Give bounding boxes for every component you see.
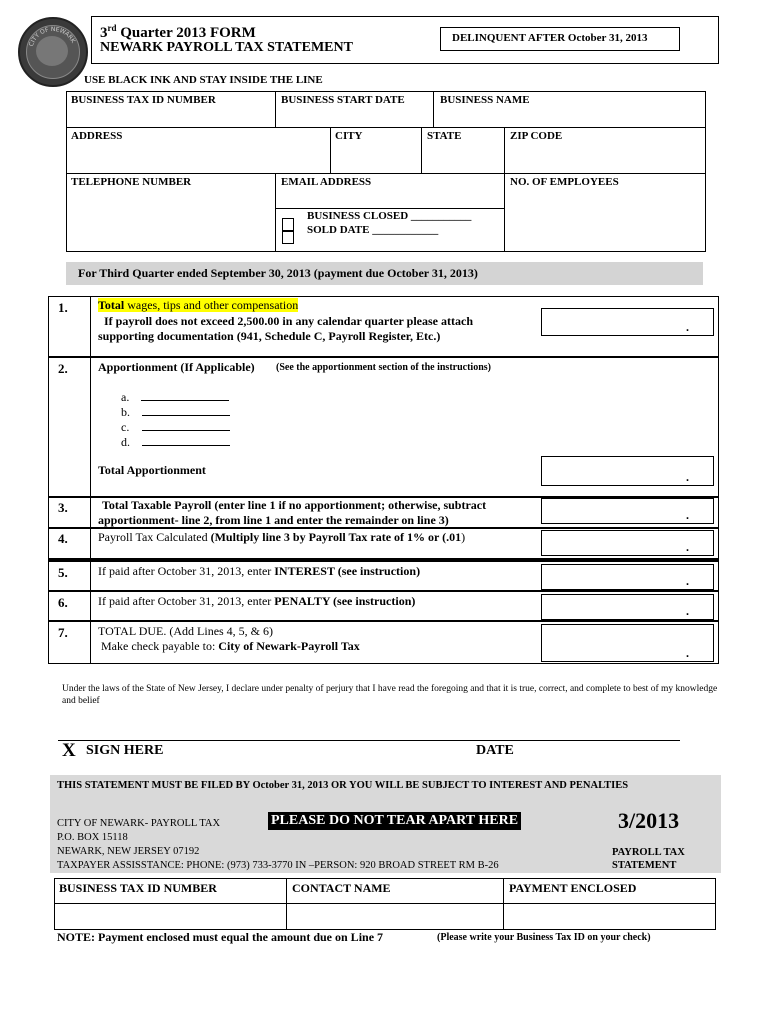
check-note: (Please write your Business Tax ID on your check) [437, 932, 651, 943]
payroll-tax-label: PAYROLL TAX [612, 847, 685, 858]
telephone-label: TELEPHONE NUMBER [71, 176, 192, 188]
line-4-number: 4. [58, 531, 68, 546]
line-6-text: If paid after October 31, 2013, enter PENALTY (see instruction) [98, 594, 416, 608]
email-label: EMAIL ADDRESS [281, 176, 372, 188]
statement-label: STATEMENT [612, 860, 677, 871]
line-2-number: 2. [58, 361, 68, 376]
date-label: DATE [476, 743, 514, 758]
filing-warning: THIS STATEMENT MUST BE FILED BY October 31, 2013 OR YOU WILL BE SUBJECT TO INTEREST AND PENALTIES [57, 780, 629, 791]
apportionment-c: c. [121, 420, 230, 435]
address-label: ADDRESS [71, 130, 123, 142]
coupon-payment-field[interactable] [504, 904, 715, 929]
line-7-text-a: TOTAL DUE. (Add Lines 4, 5, & 6) [98, 624, 274, 638]
line-3-text-a: Total Taxable Payroll (enter line 1 if no apportionment; otherwise, subtract [102, 498, 487, 512]
line-5-text: If paid after October 31, 2013, enter INTEREST (see instruction) [98, 564, 421, 578]
coupon-address-3: NEWARK, NEW JERSEY 07192 [57, 846, 200, 857]
zip-label: ZIP CODE [510, 130, 563, 142]
line-1-note-a: If payroll does not exceed 2,500.00 in any calendar quarter please attach [104, 314, 473, 328]
ink-instruction: USE BLACK INK AND STAY INSIDE THE LINE [84, 74, 323, 86]
line-4-text: Payroll Tax Calculated (Multiply line 3 by Payroll Tax rate of 1% or (.01) [98, 530, 466, 544]
seal-lettering [20, 19, 86, 85]
apportionment-d: d. [121, 435, 230, 450]
sign-here-label: SIGN HERE [86, 743, 164, 758]
coupon-tax-id-field[interactable] [55, 904, 285, 929]
svg-text:CITY OF NEWARK [28, 26, 77, 47]
employees-label: NO. OF EMPLOYEES [510, 176, 619, 188]
total-apportionment-label: Total Apportionment [98, 463, 206, 477]
business-name-label: BUSINESS NAME [440, 94, 530, 106]
line-3-amount-field[interactable]: . [541, 498, 714, 524]
sold-date-checkbox[interactable] [282, 231, 294, 244]
state-label: STATE [427, 130, 462, 142]
city-label: CITY [335, 130, 363, 142]
line-7-text-b: Make check payable to: City of Newark-Payroll Tax [101, 639, 360, 653]
form-subtitle: NEWARK PAYROLL TAX STATEMENT [100, 40, 353, 55]
coupon-address-1: CITY OF NEWARK- PAYROLL TAX [57, 818, 221, 829]
line-1-note-b: supporting documentation (941, Schedule C, Payroll Register, Etc.) [98, 329, 441, 343]
signature-line[interactable] [58, 740, 680, 741]
seal-text: CITY OF NEWARK [27, 25, 77, 48]
form-title: 3rd Quarter 2013 FORM [100, 23, 256, 41]
apportionment-a: a. [121, 390, 229, 405]
sold-date-label: SOLD DATE ____________ [307, 224, 439, 236]
coupon-address-2: P.O. BOX 15118 [57, 832, 128, 843]
line-2-note: (See the apportionment section of the instructions) [276, 362, 491, 373]
line-2-amount-field[interactable]: . [541, 456, 714, 486]
period-banner-text: For Third Quarter ended September 30, 2013 (payment due October 31, 2013) [78, 266, 478, 280]
line-1-title: Total wages, tips and other compensation [98, 298, 299, 312]
tear-warning: PLEASE DO NOT TEAR APART HERE [268, 812, 521, 830]
line-6-number: 6. [58, 595, 68, 610]
line-2-title: Apportionment (If Applicable) [98, 360, 255, 374]
business-closed-label: BUSINESS CLOSED ___________ [307, 210, 472, 222]
business-tax-id-label: BUSINESS TAX ID NUMBER [71, 94, 216, 106]
coupon-period: 3/2013 [618, 808, 680, 833]
payment-note: NOTE: Payment enclosed must equal the amount due on Line 7 [57, 930, 384, 944]
business-start-date-label: BUSINESS START DATE [281, 94, 405, 106]
city-seal [18, 17, 88, 87]
coupon-tax-id-header: BUSINESS TAX ID NUMBER [59, 881, 217, 895]
line-4-amount-field[interactable]: . [541, 530, 714, 556]
line-5-amount-field[interactable]: . [541, 564, 714, 590]
line-7-amount-field[interactable]: . [541, 624, 714, 662]
coupon-contact-header: CONTACT NAME [292, 881, 391, 895]
line-5-number: 5. [58, 565, 68, 580]
line-3-number: 3. [58, 500, 68, 515]
coupon-contact-field[interactable] [287, 904, 502, 929]
line-1-amount-field[interactable]: . [541, 308, 714, 336]
apportionment-b: b. [121, 405, 230, 420]
delinquent-text: DELINQUENT AFTER October 31, 2013 [452, 32, 648, 44]
declaration-text: Under the laws of the State of New Jersey, I declare under penalty of perjury that I have read the foregoing and that it is true, correct, and complete to best of my knowledge and belief [62, 684, 718, 706]
business-closed-checkbox[interactable] [282, 218, 294, 231]
line-6-amount-field[interactable]: . [541, 594, 714, 620]
line-3-text-b: apportionment- line 2, from line 1 and enter the remainder on line 3) [98, 513, 449, 527]
sign-x: X [62, 740, 76, 761]
coupon-address-4: TAXPAYER ASSISSTANCE: PHONE: (973) 733-3770 IN –PERSON: 920 BROAD STREET RM B-26 [57, 860, 499, 871]
coupon-payment-header: PAYMENT ENCLOSED [509, 881, 637, 895]
line-1-number: 1. [58, 300, 68, 315]
line-7-number: 7. [58, 625, 68, 640]
